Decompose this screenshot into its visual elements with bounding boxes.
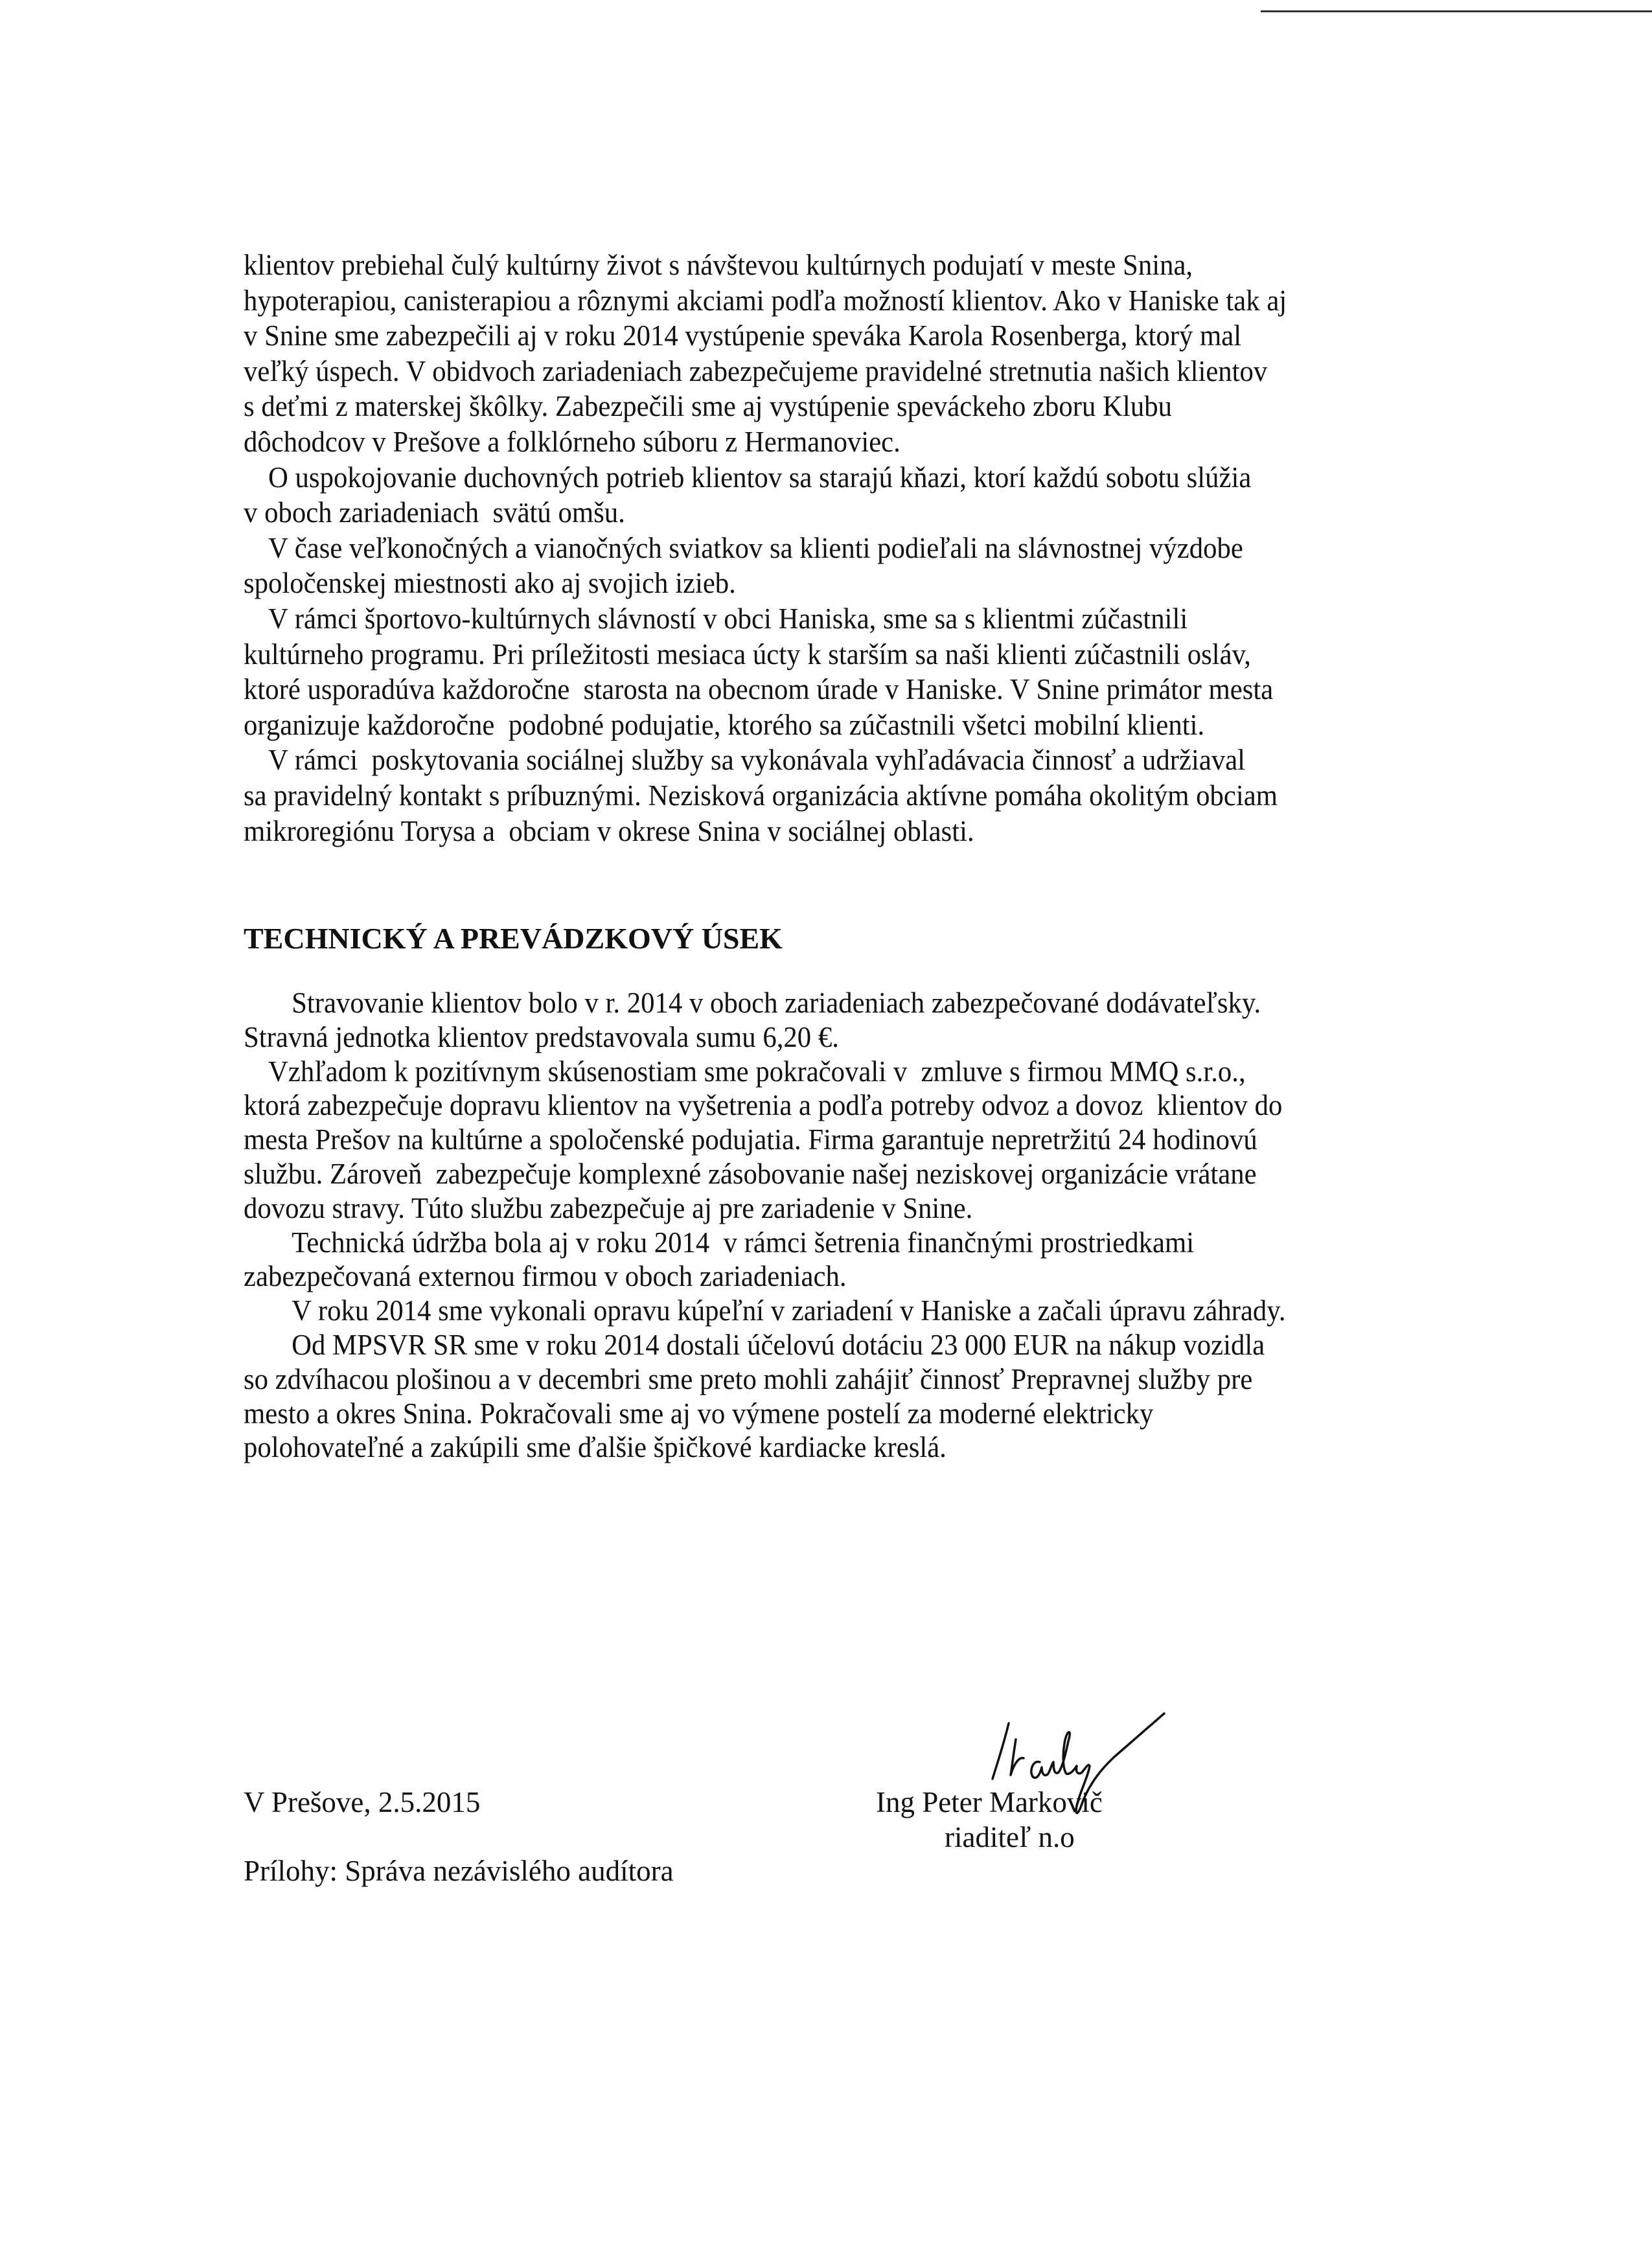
signatory-name: Ing Peter Markovič	[876, 1786, 1103, 1818]
signatory-title: riaditeľ n.o	[945, 1821, 1075, 1853]
text-line: mesta Prešov na kultúrne a spoločenské podujatia. Firma garantuje nepretržitú 24 hodinovú	[244, 1123, 1257, 1156]
text-line: v oboch zariadeniach svätú omšu.	[244, 496, 625, 529]
text-line: v Snine sme zabezpečili aj v roku 2014 vystúpenie speváka Karola Rosenberga, ktorý mal	[244, 319, 1242, 352]
text-line: s deťmi z materskej škôlky. Zabezpečili sme aj vystúpenie speváckeho zboru Klubu	[244, 390, 1172, 423]
text-line: kultúrneho programu. Pri príležitosti mesiaca úcty k starším sa naši klienti zúčastnili osláv,	[244, 637, 1251, 670]
text-line: hypoterapiou, canisterapiou a rôznymi akciami podľa možností klientov. Ako v Haniske tak aj	[244, 284, 1287, 317]
text-line: V rámci športovo-kultúrnych slávností v obci Haniska, sme sa s klientmi zúčastnili	[268, 602, 1188, 635]
text-line: mesto a okres Snina. Pokračovali sme aj vo výmene postelí za moderné elektricky	[244, 1397, 1154, 1430]
text-line: polohovateľné a zakúpili sme ďalšie špičkové kardiacke kreslá.	[244, 1431, 946, 1464]
text-line: V čase veľkonočných a vianočných sviatkov sa klienti podieľali na slávnostnej výzdobe	[268, 531, 1243, 564]
text-line: sa pravidelný kontakt s príbuznými. Nezisková organizácia aktívne pomáha okolitým obciam	[244, 779, 1278, 812]
text-line: Stravovanie klientov bolo v r. 2014 v oboch zariadeniach zabezpečované dodávateľsky.	[292, 987, 1261, 1019]
place-date: V Prešove, 2.5.2015	[244, 1786, 481, 1818]
text-line: dovozu stravy. Túto službu zabezpečuje aj pre zariadenie v Snine.	[244, 1191, 973, 1224]
text-line: zabezpečovaná externou firmou v oboch zariadeniach.	[244, 1260, 847, 1293]
handwritten-signature	[991, 1710, 1179, 1824]
text-line: mikroregiónu Torysa a obciam v okrese Snina v sociálnej oblasti.	[244, 814, 974, 847]
text-line: ktorá zabezpečuje dopravu klientov na vyšetrenia a podľa potreby odvoz a dovoz klientov do	[244, 1089, 1283, 1122]
section-technical	[244, 986, 1410, 1465]
text-line: O uspokojovanie duchovných potrieb klientov sa starajú kňazi, ktorí každú sobotu slúžia	[268, 461, 1252, 494]
attachments-note: Prílohy: Správa nezávislého audítora	[244, 1855, 674, 1887]
text-line: so zdvíhacou plošinou a v decembri sme preto mohli zahájiť činnosť Prepravnej služby pre	[244, 1362, 1253, 1395]
section-social-activities	[244, 247, 1410, 849]
text-line: službu. Zároveň zabezpečuje komplexné zásobovanie našej neziskovej organizácie vrátane	[244, 1157, 1257, 1190]
text-line: Technická údržba bola aj v roku 2014 v rámci šetrenia finančnými prostriedkami	[292, 1226, 1195, 1259]
text-line: Vzhľadom k pozitívnym skúsenostiam sme pokračovali v zmluve s firmou MMQ s.r.o.,	[268, 1055, 1246, 1088]
text-line: V rámci poskytovania sociálnej služby sa vykonávala vyhľadávacia činnosť a udržiaval	[268, 744, 1246, 777]
top-rule-line	[1261, 10, 1652, 12]
text-line: veľký úspech. V obidvoch zariadeniach zabezpečujeme pravidelné stretnutia našich klientov	[244, 354, 1268, 387]
text-line: Od MPSVR SR sme v roku 2014 dostali účelovú dotáciu 23 000 EUR na nákup vozidla	[292, 1328, 1265, 1361]
text-line: ktoré usporadúva každoročne starosta na obecnom úrade v Haniske. V Snine primátor mesta	[244, 673, 1274, 706]
text-line: Stravná jednotka klientov predstavovala sumu 6,20 €.	[244, 1020, 839, 1053]
text-line: V roku 2014 sme vykonali opravu kúpeľní v zariadení v Haniske a začali úpravu záhrady.	[292, 1294, 1286, 1327]
text-line: klientov prebiehal čulý kultúrny život s návštevou kultúrnych podujatí v meste Snina,	[244, 249, 1193, 281]
section-heading: TECHNICKÝ A PREVÁDZKOVÝ ÚSEK	[244, 922, 783, 955]
text-line: organizuje každoročne podobné podujatie, ktorého sa zúčastnili všetci mobilní klienti.	[244, 708, 1205, 741]
text-line: spoločenskej miestnosti ako aj svojich izieb.	[244, 567, 736, 600]
text-line: dôchodcov v Prešove a folklórneho súboru z Hermanoviec.	[244, 425, 901, 458]
